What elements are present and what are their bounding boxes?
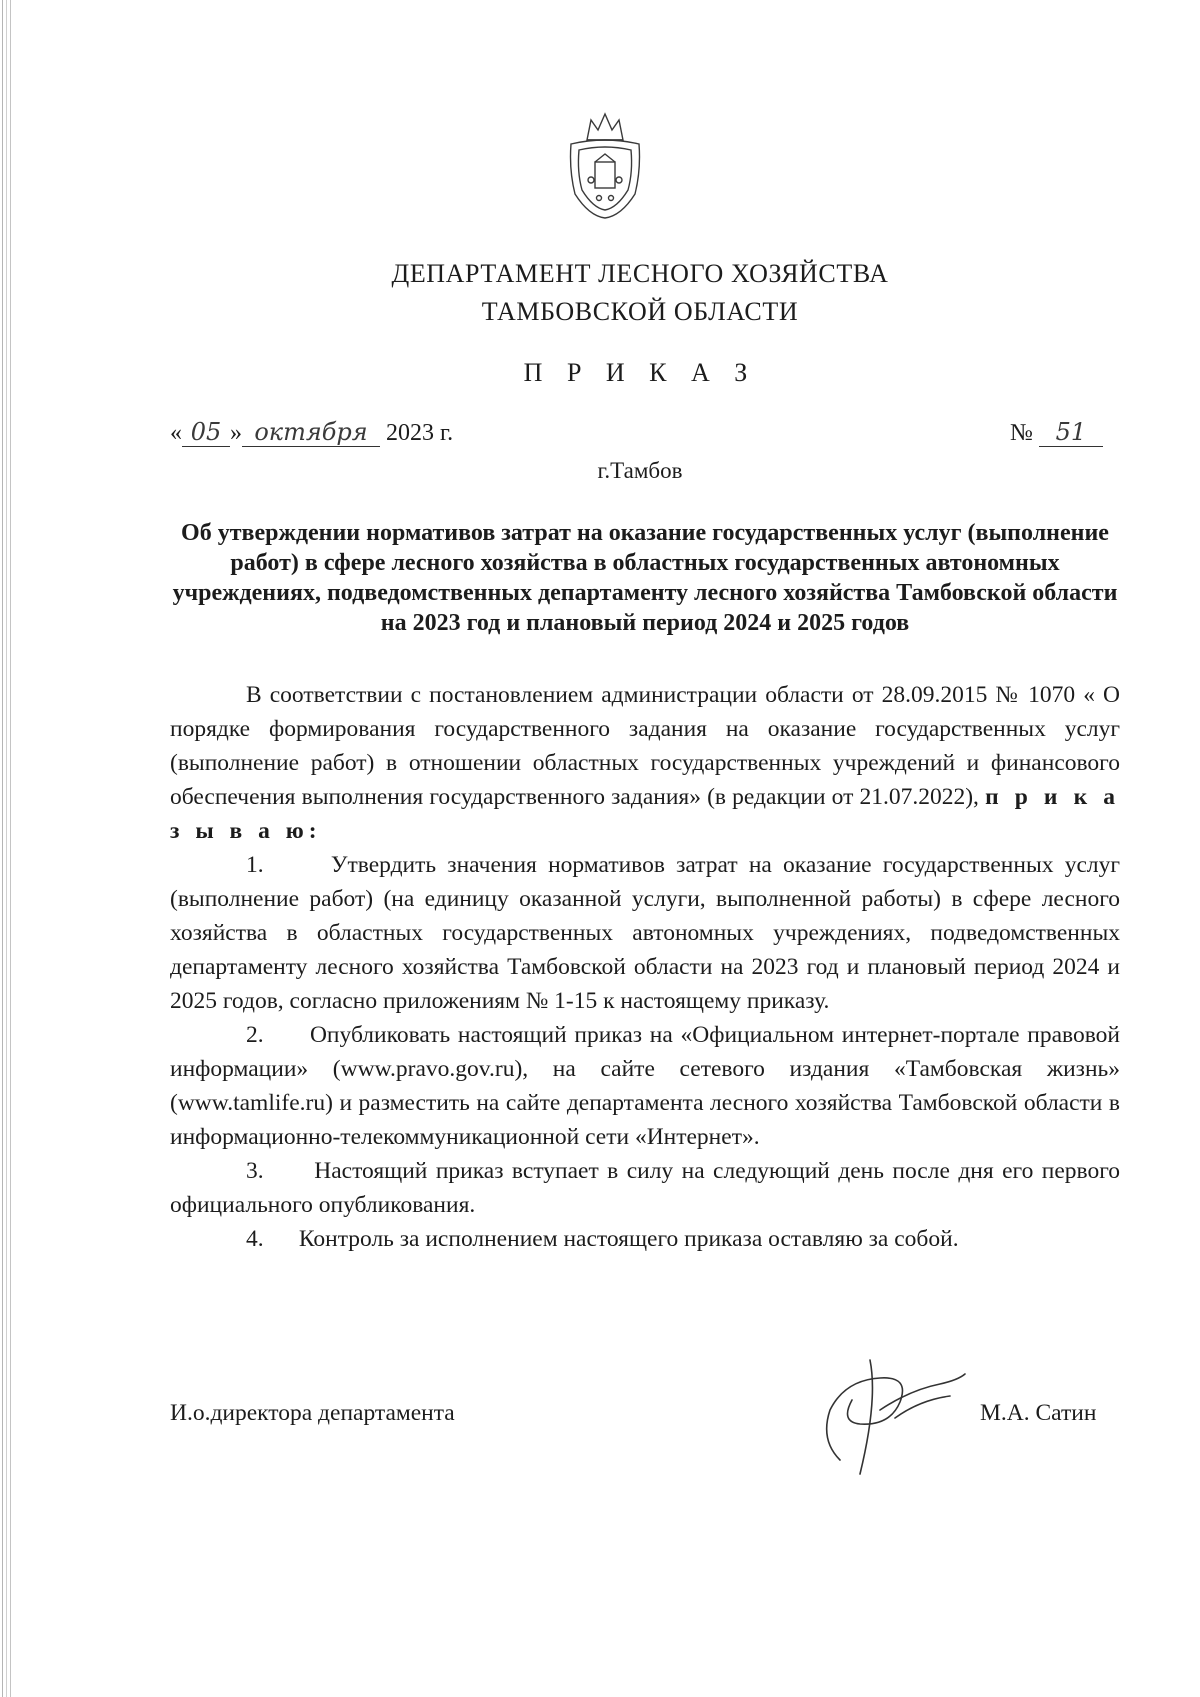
intro-text: В соответствии с постановлением администрации области от 28.09.2015 № 1070 « О порядке формирования государственного задания на оказание государственных услуг (выполнение работ) в отношении областных государственных учреждений и финансового обеспечения выполнения государственного задания» (в редакции от 21.07.2022), — [170, 682, 1120, 810]
item-text: Опубликовать настоящий приказ на «Официальном интернет-портале правовой информации» (www.pravo.gov.ru), на сайте сетевого издания «Тамбовская жизнь» (www.tamlife.ru) и разместить на сайте департамента лесного хозяйства Тамбовской области в информационно-телекоммуникационной сети «Интернет». — [170, 1022, 1120, 1150]
order-number — [1010, 418, 1103, 447]
handwritten-signature — [800, 1340, 970, 1480]
item-text: Утвердить значения нормативов затрат на оказание государственных услуг (выполнение работ) (на единицу оказанной услуги, выполненной работы) в сфере лесного хозяйства в областных государственных автономных учреждениях, подведомственных департаменту лесного хозяйства Тамбовской области на 2023 год и плановый период 2024 и 2025 годов, согласно приложениям № 1-15 к настоящему приказу. — [170, 852, 1120, 1014]
document-type: П Р И К А З — [523, 358, 757, 387]
date-month: октября — [242, 418, 380, 447]
city: г.Тамбов — [597, 458, 683, 483]
document-body — [170, 678, 1120, 1256]
list-item — [170, 1018, 1120, 1154]
document-title: Об утверждении нормативов затрат на оказание государственных услуг (выполнение работ) в сфере лесного хозяйства в областных государственных автономных учреждениях, подведомственных департаменту лесного хозяйства Тамбовской области на 2023 год и плановый период 2024 и 2025 годов — [172, 520, 1118, 636]
intro-paragraph — [170, 678, 1120, 848]
number-value: 51 — [1039, 418, 1103, 447]
department-name-line1: ДЕПАРТАМЕНТ ЛЕСНОГО ХОЗЯЙСТВА — [391, 259, 889, 288]
scan-edge — [0, 0, 18, 1697]
item-number: 2. — [246, 1022, 264, 1048]
department-name — [160, 255, 1120, 331]
date-close-quote: » — [230, 420, 242, 446]
item-number: 3. — [246, 1158, 264, 1184]
date-year: 2023 г. — [386, 420, 454, 446]
signatory-name: М.А. Сатин — [980, 1400, 1097, 1426]
department-name-line2: ТАМБОВСКОЙ ОБЛАСТИ — [481, 297, 799, 326]
item-text: Контроль за исполнением настоящего приказа оставляю за собой. — [298, 1226, 959, 1252]
number-label: № — [1010, 420, 1033, 446]
date-day: 05 — [182, 418, 230, 447]
item-number: 4. — [246, 1226, 264, 1252]
order-date — [170, 418, 453, 447]
coat-of-arms-emblem — [565, 110, 645, 222]
item-number: 1. — [246, 852, 264, 878]
list-item — [170, 1222, 1120, 1256]
list-item — [170, 1154, 1120, 1222]
list-item — [170, 848, 1120, 1018]
item-text: Настоящий приказ вступает в силу на следующий день после дня его первого официального опубликования. — [170, 1158, 1121, 1218]
signatory-position: И.о.директора департамента — [170, 1400, 455, 1426]
date-open-quote: « — [170, 420, 182, 446]
intro-keyword: п р и к а з ы в а ю: — [170, 784, 1120, 844]
